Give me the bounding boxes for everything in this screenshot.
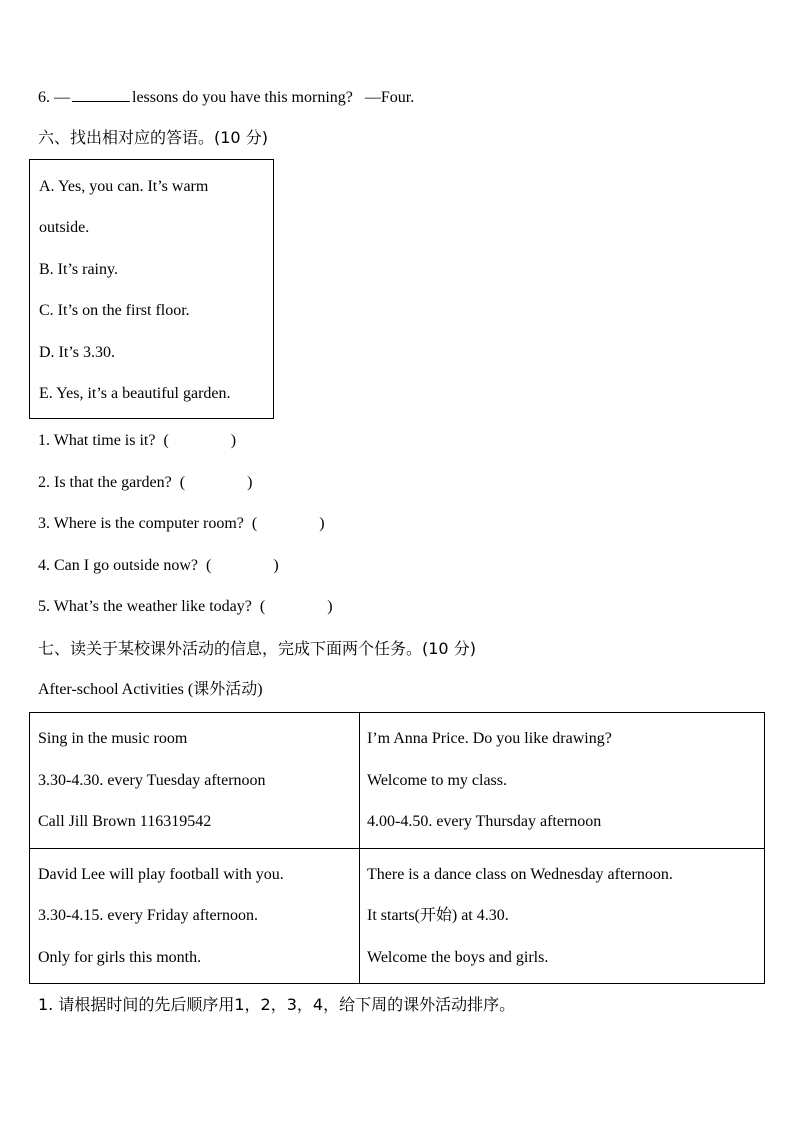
section-7-heading: 七、读关于某校课外活动的信息，完成下面两个任务。(10 分) bbox=[38, 639, 476, 658]
question-6 bbox=[38, 87, 414, 108]
match-question-3 bbox=[38, 514, 325, 534]
match-question-1 bbox=[38, 431, 236, 451]
question-text: 5. What’s the weather like today? bbox=[38, 598, 252, 615]
question-text: 4. Can I go outside now? bbox=[38, 557, 198, 574]
answer-text: —Four. bbox=[364, 89, 415, 106]
close-paren: ) bbox=[327, 598, 333, 615]
activities-table bbox=[29, 712, 765, 984]
section-6-heading: 六、找出相对应的答语。(10 分) bbox=[38, 128, 268, 147]
close-paren: ) bbox=[319, 515, 325, 532]
option-e: E. Yes, it’s a beautiful garden. bbox=[39, 385, 231, 402]
option-c: C. It’s on the first floor. bbox=[39, 302, 190, 319]
cell-2-line-2: Welcome to my class. bbox=[367, 772, 508, 789]
cell-4-line-3: Welcome the boys and girls. bbox=[367, 949, 549, 966]
open-paren: ( bbox=[259, 598, 266, 615]
option-b: B. It’s rainy. bbox=[39, 261, 118, 278]
cell-2-line-1: I’m Anna Price. Do you like drawing? bbox=[367, 730, 612, 747]
option-a-line2: outside. bbox=[39, 219, 90, 236]
table-title: After-school Activities (课外活动) bbox=[38, 681, 263, 698]
match-question-5 bbox=[38, 597, 333, 617]
cell-3-line-2: 3.30-4.15. every Friday afternoon. bbox=[38, 907, 258, 924]
cell-3-line-1: David Lee will play football with you. bbox=[38, 866, 284, 883]
close-paren: ) bbox=[230, 432, 237, 449]
cell-3-line-3: Only for girls this month. bbox=[38, 949, 202, 966]
cell-4-line-2: It starts(开始) at 4.30. bbox=[367, 907, 509, 924]
answer-blank[interactable] bbox=[72, 87, 130, 102]
question-number: 6. bbox=[38, 89, 50, 106]
option-d: D. It’s 3.30. bbox=[39, 344, 115, 361]
cell-1-line-3: Call Jill Brown 116319542 bbox=[38, 813, 212, 830]
open-paren: ( bbox=[163, 432, 169, 449]
open-paren: ( bbox=[251, 515, 258, 532]
question-text: 2. Is that the garden? bbox=[38, 474, 172, 491]
close-paren: ) bbox=[247, 474, 253, 491]
open-paren: ( bbox=[179, 474, 186, 491]
dash: — bbox=[54, 89, 70, 106]
question-text: 1. What time is it? bbox=[38, 432, 156, 449]
task-1-instruction: 1. 请根据时间的先后顺序用1，2，3，4，给下周的课外活动排序。 bbox=[38, 995, 516, 1014]
answer-options-box bbox=[29, 159, 274, 419]
cell-1-line-1: Sing in the music room bbox=[38, 730, 188, 747]
close-paren: ) bbox=[273, 557, 279, 574]
cell-1-line-2: 3.30-4.30. every Tuesday afternoon bbox=[38, 772, 266, 789]
open-paren: ( bbox=[205, 557, 212, 574]
table-divider-horizontal bbox=[30, 848, 764, 849]
match-question-4 bbox=[38, 556, 279, 576]
question-text: 3. Where is the computer room? bbox=[38, 515, 244, 532]
option-a-line1: A. Yes, you can. It’s warm bbox=[39, 178, 209, 195]
question-text: lessons do you have this morning? bbox=[132, 89, 353, 106]
cell-2-line-3: 4.00-4.50. every Thursday afternoon bbox=[367, 813, 602, 830]
match-question-2 bbox=[38, 473, 252, 493]
cell-4-line-1: There is a dance class on Wednesday afternoon. bbox=[367, 866, 673, 883]
